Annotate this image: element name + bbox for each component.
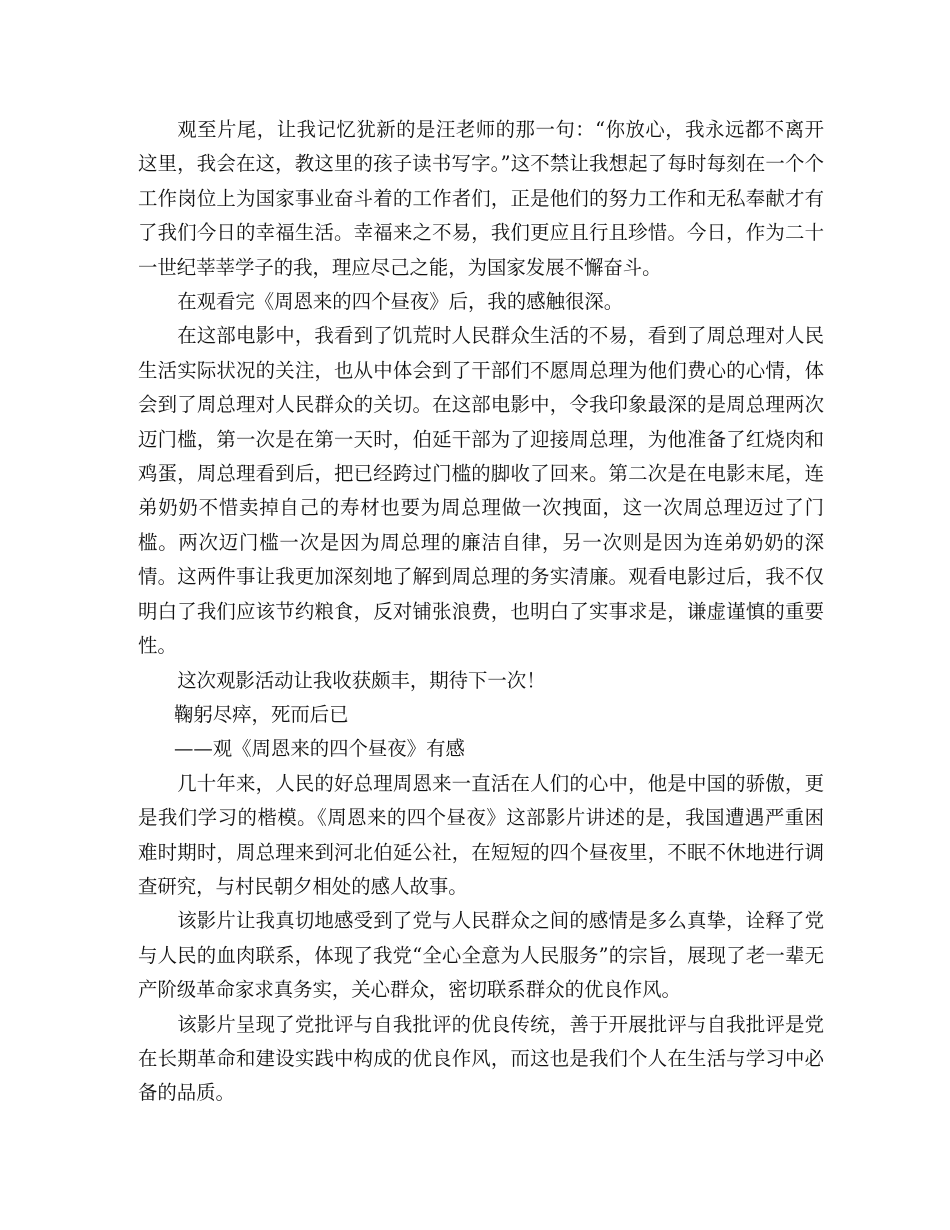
paragraph-party-people-bond: 该影片让我真切地感受到了党与人民群众之间的感情是多么真挚，诠释了党与人民的血肉联系，体现了我党“全心全意为人民服务”的宗旨，展现了老一辈无产阶级革命家求真务实，关心群众，密切联系群众的优良作风。 <box>138 909 824 1002</box>
paragraph-film-impressions: 在这部电影中，我看到了饥荒时人民群众生活的不易，看到了周总理对人民生活实际状况的关注，也从中体会到了干部们不愿周总理为他们费心的心情，体会到了周总理对人民群众的关切。在这部电影中，令我印象最深的是周总理两次迈门槛，第一次是在第一天时，伯延干部为了迎接周总理，为他准备了红烧肉和鸡蛋，周总理看到后，把已经跨过门槛的脚收了回来。第二次是在电影末尾，连弟奶奶不惜卖掉自己的寿材也要为周总理做一次拽面，这一次周总理迈过了门槛。两次迈门槛一次是因为周总理的廉洁自律，另一次则是因为连弟奶奶的深情。这两件事让我更加深刻地了解到周总理的务实清廉。观看电影过后，我不仅明白了我们应该节约粮食，反对铺张浪费，也明白了实事求是，谦虚谨慎的重要性。 <box>138 324 824 658</box>
document-page <box>138 113 824 1111</box>
essay-subtitle: ——观《周恩来的四个昼夜》有感 <box>174 737 465 761</box>
paragraph-self-criticism: 该影片呈现了党批评与自我批评的优良传统，善于开展批评与自我批评是党在长期革命和建设实践中构成的优良作风，而这也是我们个人在生活与学习中必备的品质。 <box>138 1012 824 1105</box>
essay-title: 鞠躬尽瘁，死而后已 <box>174 702 349 726</box>
paragraph-after-watching: 在观看完《周恩来的四个昼夜》后，我的感触很深。 <box>177 290 624 314</box>
paragraph-ending-reflection: 观至片尾，让我记忆犹新的是汪老师的那一句：“你放心，我永远都不离开这里，我会在这，教这里的孩子读书写字。”这不禁让我想起了每时每刻在一个个工作岗位上为国家事业奋斗着的工作者们，正是他们的努力工作和无私奉献才有了我们今日的幸福生活。幸福来之不易，我们更应且行且珍惜。今日，作为二十一世纪莘莘学子的我，理应尽己之能，为国家发展不懈奋斗。 <box>138 118 824 279</box>
paragraph-closing-wish: 这次观影活动让我收获颇丰，期待下一次！ <box>177 668 546 692</box>
paragraph-premier-intro: 几十年来，人民的好总理周恩来一直活在人们的心中，他是中国的骄傲，更是我们学习的楷模。《周恩来的四个昼夜》这部影片讲述的是，我国遭遇严重困难时期时，周总理来到河北伯延公社，在短短的四个昼夜里，不眠不休地进行调查研究，与村民朝夕相处的感人故事。 <box>138 771 824 898</box>
